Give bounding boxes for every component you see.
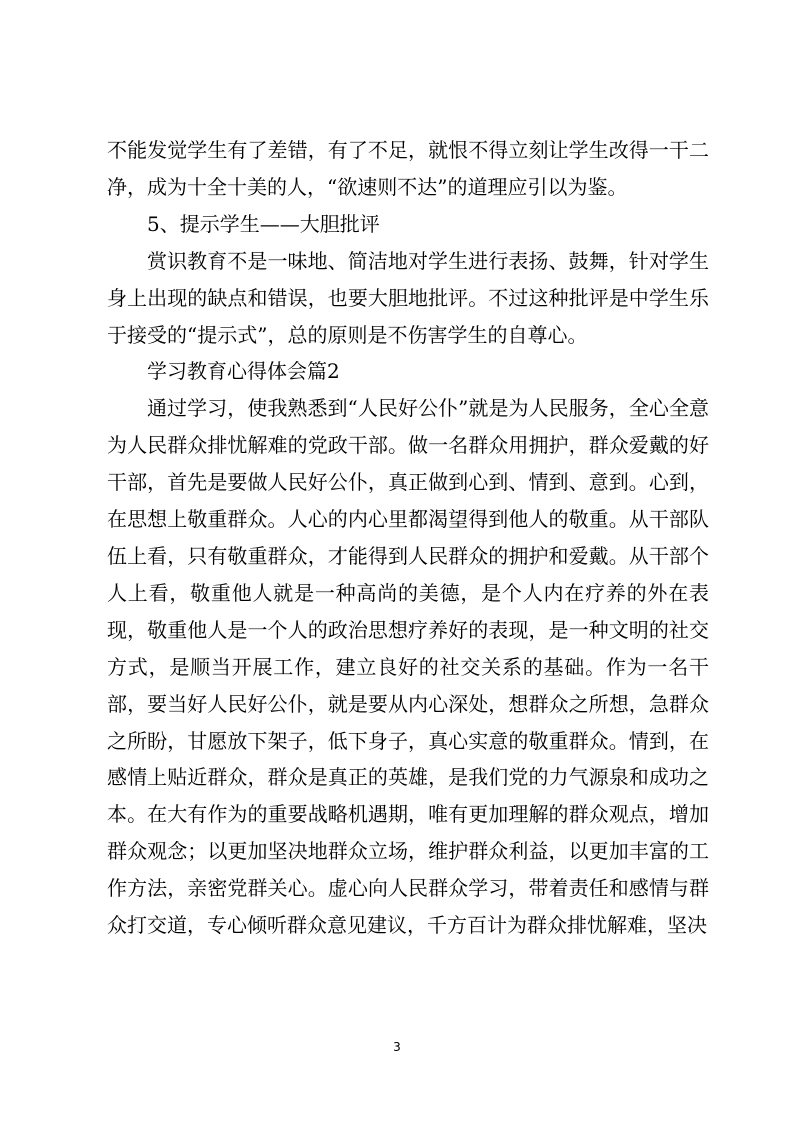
paragraph-continued: 不能发觉学生有了差错，有了不足，就恨不得立刻让学生改得一干二净，成为十全十美的人，“欲速则不达”的道理应引以为鉴。	[107, 138, 709, 199]
section-heading-article-2: 学习教育心得体会篇2	[147, 359, 340, 384]
document-body	[107, 132, 709, 944]
section-heading-5: 5、提示学生——大胆批评	[147, 211, 380, 236]
paragraph-praise-education: 赏识教育不是一味地、简洁地对学生进行表扬、鼓舞，针对学生身上出现的缺点和错误，也要大胆地批评。不过这种批评是中学生乐于接受的“提示式”，总的原则是不伤害学生的自尊心。	[107, 248, 709, 347]
paragraph-good-servant: 通过学习，使我熟悉到“人民好公仆”就是为人民服务，全心全意为人民群众排忧解难的党政干部。做一名群众用拥护，群众爱戴的好干部，首先是要做人民好公仆，真正做到心到、情到、意到。心到，在思想上敬重群众。人心的内心里都渴望得到他人的敬重。从干部队伍上看，只有敬重群众，才能得到人民群众的拥护和爱戴。从干部个人上看，敬重他人就是一种高尚的美德，是个人内在疗养的外在表现，敬重他人是一个人的政治思想疗养好的表现，是一种文明的社交方式，是顺当开展工作，建立良好的社交关系的基础。作为一名干部，要当好人民好公仆，就是要从内心深处，想群众之所想，急群众之所盼，甘愿放下架子，低下身子，真心实意的敬重群众。情到，在感情上贴近群众，群众是真正的英雄，是我们党的力气源泉和成功之本。在大有作为的重要战略机遇期，唯有更加理解的群众观点，增加群众观念；以更加坚决地群众立场，维护群众利益，以更加丰富的工作方法，亲密党群关心。虚心向人民群众学习，带着责任和感情与群众打交道，专心倾听群众意见建议，千方百计为群众排忧解难，坚决	[107, 396, 709, 938]
page-number: 3	[393, 1040, 401, 1054]
